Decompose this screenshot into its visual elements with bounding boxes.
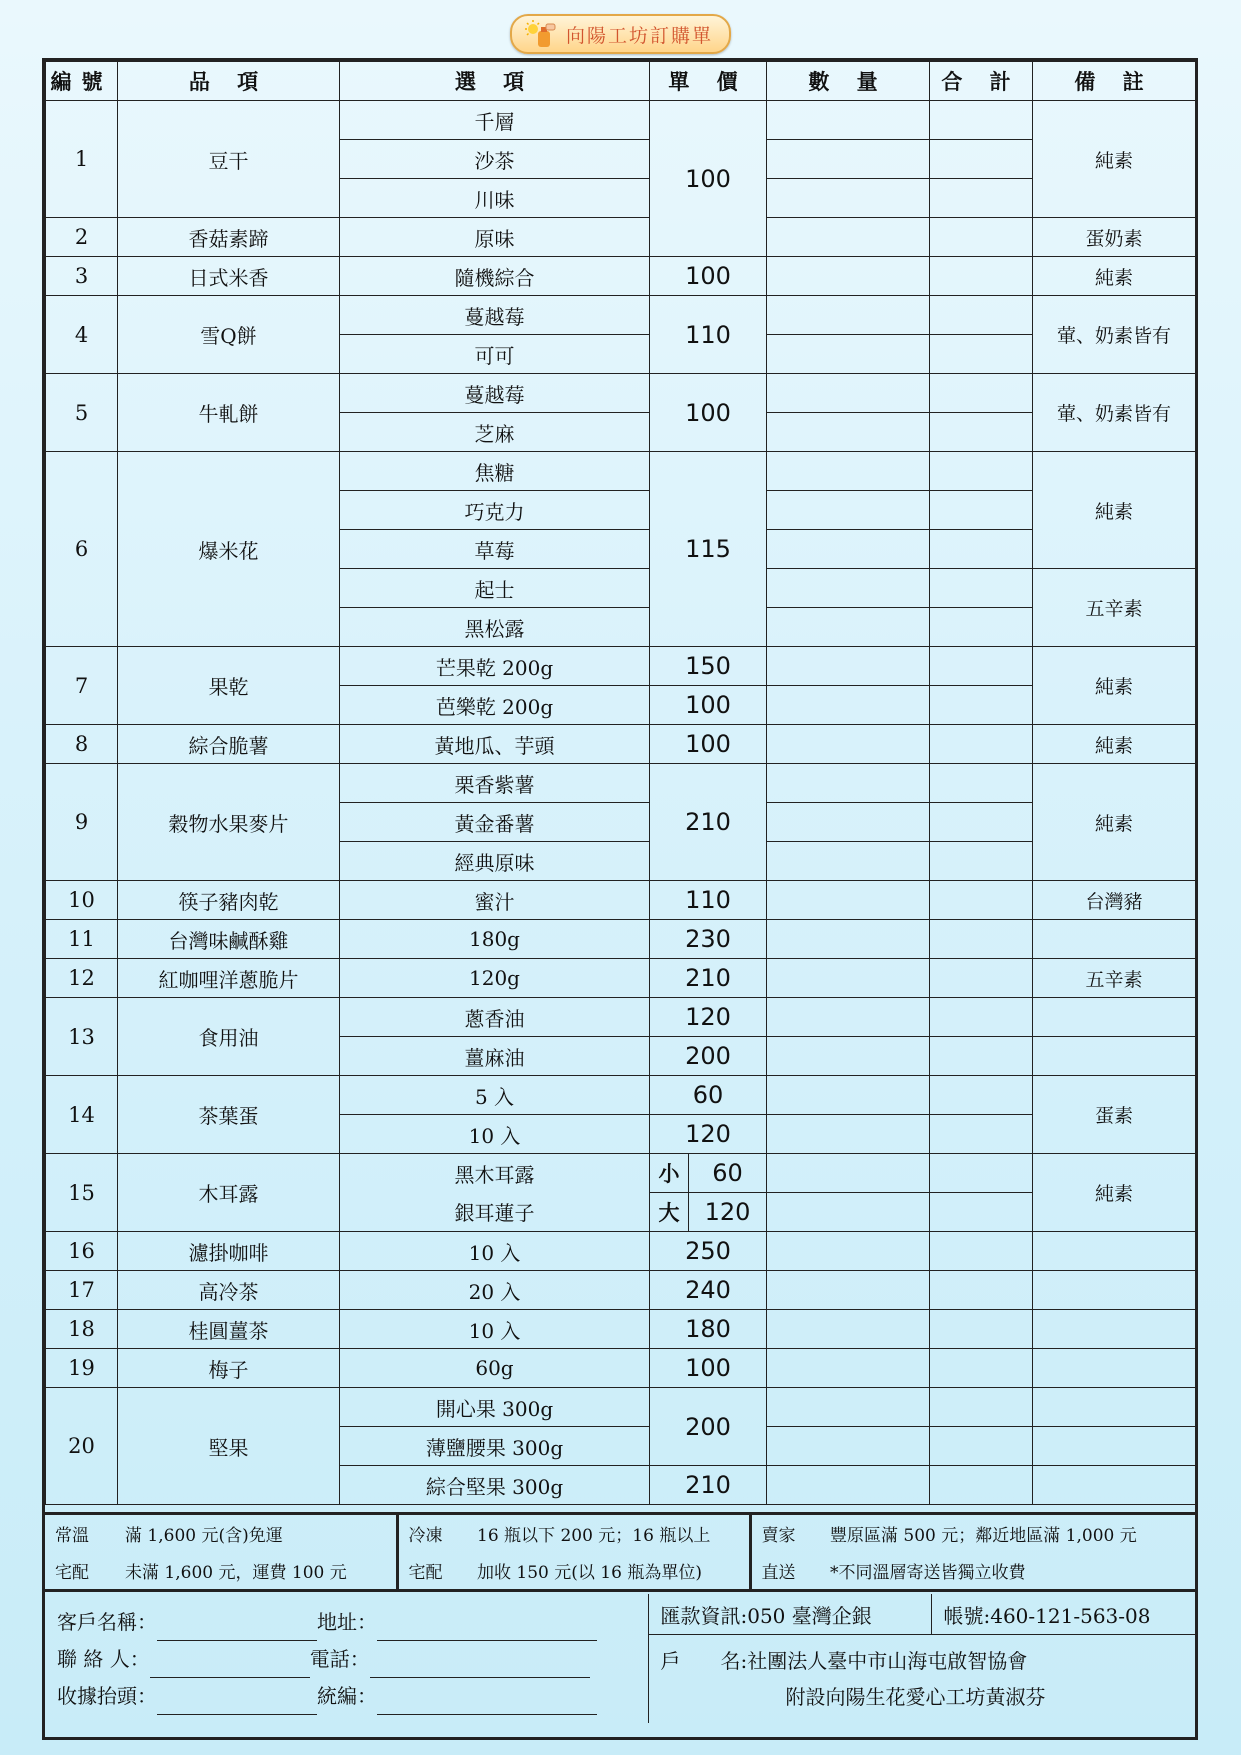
item-option: 隨機綜合 xyxy=(340,257,650,296)
item-number: 10 xyxy=(46,881,118,920)
quantity-cell[interactable] xyxy=(767,686,930,725)
unit-price: 100 xyxy=(650,374,767,452)
shipping-info xyxy=(45,1512,1195,1592)
table-row xyxy=(46,1076,1196,1115)
item-number: 11 xyxy=(46,920,118,959)
total-cell[interactable] xyxy=(930,530,1033,569)
item-name: 桂圓薑茶 xyxy=(118,1310,340,1349)
total-cell[interactable] xyxy=(930,842,1033,881)
total-cell[interactable] xyxy=(930,1232,1033,1271)
item-option: 黑木耳露 xyxy=(340,1154,650,1193)
quantity-cell[interactable] xyxy=(767,959,930,998)
unit-price: 200 xyxy=(650,1388,767,1466)
total-cell[interactable] xyxy=(930,725,1033,764)
item-number: 5 xyxy=(46,374,118,452)
contact-label: 聯 絡 人： xyxy=(57,1647,150,1671)
cold-rule: 16 瓶以下 200 元；16 瓶以上 xyxy=(467,1514,750,1553)
table-row xyxy=(46,257,1196,296)
quantity-cell[interactable] xyxy=(767,647,930,686)
note-cell: 葷、奶素皆有 xyxy=(1033,374,1196,452)
table-row xyxy=(46,1232,1196,1271)
customer-name-field[interactable] xyxy=(157,1620,317,1641)
note-cell: 純素 xyxy=(1033,452,1196,569)
item-name: 穀物水果麥片 xyxy=(118,764,340,881)
item-number: 13 xyxy=(46,998,118,1076)
direct-label: 賣家 xyxy=(761,1526,796,1546)
item-option: 原味 xyxy=(340,218,650,257)
quantity-cell[interactable] xyxy=(767,491,930,530)
total-cell[interactable] xyxy=(930,179,1033,218)
item-name: 果乾 xyxy=(118,647,340,725)
total-cell[interactable] xyxy=(930,959,1033,998)
total-cell[interactable] xyxy=(930,218,1033,257)
page-title: 向陽工坊訂購單 xyxy=(565,24,713,47)
item-name: 日式米香 xyxy=(118,257,340,296)
normal-label: 宅配 xyxy=(55,1563,89,1583)
item-number: 17 xyxy=(46,1271,118,1310)
item-option: 蔥香油 xyxy=(340,998,650,1037)
unit-price: 60 xyxy=(650,1076,767,1115)
table-row xyxy=(46,101,1196,140)
holder-label: 戶 名: xyxy=(660,1649,748,1673)
unit-price: 100 xyxy=(650,725,767,764)
note-cell xyxy=(1033,1466,1196,1505)
item-number: 9 xyxy=(46,764,118,881)
quantity-cell[interactable] xyxy=(767,179,930,218)
title-banner xyxy=(0,14,1241,54)
table-row xyxy=(46,218,1196,257)
item-option: 開心果 300g xyxy=(340,1388,650,1427)
tax-id-label: 統編： xyxy=(317,1684,377,1708)
header-quantity: 數 量 xyxy=(767,62,930,101)
item-name: 爆米花 xyxy=(118,452,340,647)
item-option: 180g xyxy=(340,920,650,959)
item-number: 1 xyxy=(46,101,118,218)
contact-field[interactable] xyxy=(150,1657,310,1678)
unit-price: 250 xyxy=(650,1232,767,1271)
quantity-cell[interactable] xyxy=(767,842,930,881)
note-cell xyxy=(1033,998,1196,1037)
size-small-label: 小 xyxy=(650,1154,689,1192)
note-cell xyxy=(1033,1310,1196,1349)
total-cell[interactable] xyxy=(930,998,1033,1037)
table-row xyxy=(46,1349,1196,1388)
item-number: 16 xyxy=(46,1232,118,1271)
item-option: 蔓越莓 xyxy=(340,374,650,413)
item-number: 15 xyxy=(46,1154,118,1232)
payment-info xyxy=(648,1594,1195,1723)
total-cell[interactable] xyxy=(930,1310,1033,1349)
unit-price: 100 xyxy=(650,1349,767,1388)
total-cell[interactable] xyxy=(930,647,1033,686)
note-cell xyxy=(1033,1349,1196,1388)
item-option: 芒果乾 200g xyxy=(340,647,650,686)
unit-price: 100 xyxy=(650,686,767,725)
quantity-cell[interactable] xyxy=(767,608,930,647)
item-number: 18 xyxy=(46,1310,118,1349)
normal-rule: 滿 1,600 元(含)免運 xyxy=(115,1514,397,1553)
item-option: 栗香紫薯 xyxy=(340,764,650,803)
receipt-title-field[interactable] xyxy=(157,1694,317,1715)
table-row xyxy=(46,725,1196,764)
note-cell: 純素 xyxy=(1033,647,1196,725)
item-name: 食用油 xyxy=(118,998,340,1076)
customer-name-label: 客戶名稱： xyxy=(57,1610,157,1634)
unit-price: 180 xyxy=(650,1310,767,1349)
unit-price: 210 xyxy=(650,959,767,998)
quantity-cell[interactable] xyxy=(767,257,930,296)
quantity-cell[interactable] xyxy=(767,1037,930,1076)
item-option: 焦糖 xyxy=(340,452,650,491)
item-option: 巧克力 xyxy=(340,491,650,530)
total-cell[interactable] xyxy=(930,1271,1033,1310)
item-option: 芭樂乾 200g xyxy=(340,686,650,725)
shipping-row xyxy=(45,1514,1195,1553)
note-cell xyxy=(1033,1388,1196,1427)
note-cell xyxy=(1033,1427,1196,1466)
quantity-cell[interactable] xyxy=(767,1466,930,1505)
item-number: 20 xyxy=(46,1388,118,1505)
item-option: 10 入 xyxy=(340,1310,650,1349)
note-cell: 純素 xyxy=(1033,764,1196,881)
total-cell[interactable] xyxy=(930,1466,1033,1505)
item-option: 經典原味 xyxy=(340,842,650,881)
quantity-cell[interactable] xyxy=(767,1310,930,1349)
header-item: 品 項 xyxy=(118,62,340,101)
unit-price: 110 xyxy=(650,881,767,920)
total-cell[interactable] xyxy=(930,1115,1033,1154)
sun-bottle-logo-icon xyxy=(524,19,558,49)
quantity-cell[interactable] xyxy=(767,1076,930,1115)
quantity-cell[interactable] xyxy=(767,725,930,764)
quantity-cell[interactable] xyxy=(767,1232,930,1271)
quantity-cell[interactable] xyxy=(767,1349,930,1388)
normal-label: 常溫 xyxy=(55,1526,89,1546)
header-option: 選 項 xyxy=(340,62,650,101)
table-row xyxy=(46,452,1196,491)
total-cell[interactable] xyxy=(930,491,1033,530)
quantity-cell[interactable] xyxy=(767,140,930,179)
quantity-cell[interactable] xyxy=(767,1271,930,1310)
table-row xyxy=(46,764,1196,803)
quantity-cell[interactable] xyxy=(767,101,930,140)
total-cell[interactable] xyxy=(930,569,1033,608)
note-cell xyxy=(1033,1037,1196,1076)
item-option: 蜜汁 xyxy=(340,881,650,920)
title-pill xyxy=(510,14,731,54)
table-row xyxy=(46,959,1196,998)
unit-price-small xyxy=(650,1154,767,1193)
holder-name-2: 附設向陽生花愛心工坊黃淑芬 xyxy=(785,1685,1046,1709)
quantity-cell[interactable] xyxy=(767,1154,930,1193)
quantity-cell[interactable] xyxy=(767,1193,930,1232)
total-cell[interactable] xyxy=(930,1076,1033,1115)
total-cell[interactable] xyxy=(930,686,1033,725)
item-name: 濾掛咖啡 xyxy=(118,1232,340,1271)
table-header-row xyxy=(46,62,1196,101)
item-name: 木耳露 xyxy=(118,1154,340,1232)
item-name: 紅咖哩洋蔥脆片 xyxy=(118,959,340,998)
price-small: 60 xyxy=(712,1159,743,1187)
receipt-title-label: 收據抬頭： xyxy=(57,1684,157,1708)
item-option: 蔓越莓 xyxy=(340,296,650,335)
item-number: 12 xyxy=(46,959,118,998)
table-row xyxy=(46,1154,1196,1193)
item-name: 綜合脆薯 xyxy=(118,725,340,764)
item-option: 可可 xyxy=(340,335,650,374)
header-unit-price: 單 價 xyxy=(650,62,767,101)
item-number: 19 xyxy=(46,1349,118,1388)
total-cell[interactable] xyxy=(930,296,1033,335)
item-option: 銀耳蓮子 xyxy=(340,1193,650,1232)
note-cell: 純素 xyxy=(1033,101,1196,218)
quantity-cell[interactable] xyxy=(767,764,930,803)
cold-label: 冷凍 xyxy=(408,1526,443,1546)
item-name: 台灣味鹹酥雞 xyxy=(118,920,340,959)
address-field[interactable] xyxy=(377,1620,597,1641)
table-row xyxy=(46,920,1196,959)
total-cell[interactable] xyxy=(930,1349,1033,1388)
phone-field[interactable] xyxy=(370,1657,590,1678)
quantity-cell[interactable] xyxy=(767,998,930,1037)
table-row xyxy=(46,1310,1196,1349)
unit-price: 240 xyxy=(650,1271,767,1310)
total-cell[interactable] xyxy=(930,374,1033,413)
total-cell[interactable] xyxy=(930,920,1033,959)
header-total: 合 計 xyxy=(930,62,1033,101)
table-row xyxy=(46,998,1196,1037)
table-row xyxy=(46,881,1196,920)
item-name: 雪Q餅 xyxy=(118,296,340,374)
quantity-cell[interactable] xyxy=(767,569,930,608)
item-number: 2 xyxy=(46,218,118,257)
table-row xyxy=(46,1271,1196,1310)
note-cell xyxy=(1033,1271,1196,1310)
total-cell[interactable] xyxy=(930,1154,1033,1193)
unit-price: 120 xyxy=(650,1115,767,1154)
item-option: 5 入 xyxy=(340,1076,650,1115)
total-cell[interactable] xyxy=(930,101,1033,140)
item-name: 豆干 xyxy=(118,101,340,218)
item-name: 梅子 xyxy=(118,1349,340,1388)
total-cell[interactable] xyxy=(930,140,1033,179)
total-cell[interactable] xyxy=(930,335,1033,374)
quantity-cell[interactable] xyxy=(767,452,930,491)
item-option: 草莓 xyxy=(340,530,650,569)
unit-price: 200 xyxy=(650,1037,767,1076)
item-name: 筷子豬肉乾 xyxy=(118,881,340,920)
unit-price: 100 xyxy=(650,101,767,257)
unit-price: 210 xyxy=(650,1466,767,1505)
direct-rule: *不同溫層寄送皆獨立收費 xyxy=(830,1563,1026,1583)
holder-name-1: 社團法人臺中市山海屯啟智協會 xyxy=(747,1649,1028,1673)
table-row xyxy=(46,647,1196,686)
item-option: 芝麻 xyxy=(340,413,650,452)
item-option: 起士 xyxy=(340,569,650,608)
unit-price: 120 xyxy=(650,998,767,1037)
table-row xyxy=(46,374,1196,413)
phone-label: 電話： xyxy=(309,1647,370,1671)
shipping-row xyxy=(45,1552,1195,1591)
total-cell[interactable] xyxy=(930,452,1033,491)
normal-rule: 未滿 1,600 元，運費 100 元 xyxy=(115,1552,397,1591)
item-number: 3 xyxy=(46,257,118,296)
unit-price: 115 xyxy=(650,452,767,647)
item-option: 綜合堅果 300g xyxy=(340,1466,650,1505)
unit-price: 150 xyxy=(650,647,767,686)
item-option: 黑松露 xyxy=(340,608,650,647)
total-cell[interactable] xyxy=(930,608,1033,647)
quantity-cell[interactable] xyxy=(767,296,930,335)
item-option: 黃地瓜、芋頭 xyxy=(340,725,650,764)
total-cell[interactable] xyxy=(930,1427,1033,1466)
item-option: 川味 xyxy=(340,179,650,218)
table-row xyxy=(46,296,1196,335)
quantity-cell[interactable] xyxy=(767,881,930,920)
quantity-cell[interactable] xyxy=(767,803,930,842)
cold-label: 宅配 xyxy=(408,1563,443,1583)
customer-payment-section xyxy=(45,1594,1195,1723)
quantity-cell[interactable] xyxy=(767,530,930,569)
total-cell[interactable] xyxy=(930,764,1033,803)
note-cell: 純素 xyxy=(1033,1154,1196,1232)
total-cell[interactable] xyxy=(930,803,1033,842)
item-option: 120g xyxy=(340,959,650,998)
total-cell[interactable] xyxy=(930,881,1033,920)
item-name: 堅果 xyxy=(118,1388,340,1505)
address-label: 地址： xyxy=(317,1610,377,1634)
tax-id-field[interactable] xyxy=(377,1694,597,1715)
note-cell: 五辛素 xyxy=(1033,959,1196,998)
item-option: 薑麻油 xyxy=(340,1037,650,1076)
item-name: 茶葉蛋 xyxy=(118,1076,340,1154)
quantity-cell[interactable] xyxy=(767,1388,930,1427)
item-number: 14 xyxy=(46,1076,118,1154)
note-cell: 蛋素 xyxy=(1033,1076,1196,1154)
note-cell: 純素 xyxy=(1033,257,1196,296)
direct-label: 直送 xyxy=(761,1563,796,1583)
item-name: 牛軋餅 xyxy=(118,374,340,452)
item-number: 7 xyxy=(46,647,118,725)
total-cell[interactable] xyxy=(930,1037,1033,1076)
item-option: 10 入 xyxy=(340,1232,650,1271)
unit-price: 230 xyxy=(650,920,767,959)
quantity-cell[interactable] xyxy=(767,1115,930,1154)
quantity-cell[interactable] xyxy=(767,335,930,374)
total-cell[interactable] xyxy=(930,1193,1033,1232)
note-cell: 蛋奶素 xyxy=(1033,218,1196,257)
account-number: 帳號:460-121-563-08 xyxy=(943,1603,1151,1628)
total-cell[interactable] xyxy=(930,1388,1033,1427)
direct-rule: 豐原區滿 500 元；鄰近地區滿 1,000 元 xyxy=(830,1526,1137,1546)
table-row xyxy=(46,1388,1196,1427)
item-number: 4 xyxy=(46,296,118,374)
quantity-cell[interactable] xyxy=(767,920,930,959)
note-cell: 純素 xyxy=(1033,725,1196,764)
quantity-cell[interactable] xyxy=(767,413,930,452)
item-option: 10 入 xyxy=(340,1115,650,1154)
header-number: 編號 xyxy=(46,62,118,101)
customer-info xyxy=(45,1594,648,1723)
item-option: 60g xyxy=(340,1349,650,1388)
note-cell: 五辛素 xyxy=(1033,569,1196,647)
total-cell[interactable] xyxy=(930,413,1033,452)
note-cell xyxy=(1033,1232,1196,1271)
size-large-label: 大 xyxy=(650,1193,689,1231)
item-name: 香菇素蹄 xyxy=(118,218,340,257)
item-option: 千層 xyxy=(340,101,650,140)
item-option: 沙茶 xyxy=(340,140,650,179)
note-cell: 葷、奶素皆有 xyxy=(1033,296,1196,374)
unit-price: 210 xyxy=(650,764,767,881)
header-note: 備 註 xyxy=(1033,62,1196,101)
unit-price: 100 xyxy=(650,257,767,296)
total-cell[interactable] xyxy=(930,257,1033,296)
item-option: 黃金番薯 xyxy=(340,803,650,842)
quantity-cell[interactable] xyxy=(767,1427,930,1466)
item-number: 6 xyxy=(46,452,118,647)
unit-price: 110 xyxy=(650,296,767,374)
item-name: 高冷茶 xyxy=(118,1271,340,1310)
cold-rule: 加收 150 元(以 16 瓶為單位) xyxy=(467,1552,750,1591)
note-cell: 台灣豬 xyxy=(1033,881,1196,920)
item-option: 20 入 xyxy=(340,1271,650,1310)
quantity-cell[interactable] xyxy=(767,374,930,413)
unit-price-large xyxy=(650,1193,767,1232)
price-large: 120 xyxy=(704,1198,751,1226)
quantity-cell[interactable] xyxy=(767,218,930,257)
item-option: 薄鹽腰果 300g xyxy=(340,1427,650,1466)
bank-info: 匯款資訊:050 臺灣企銀 xyxy=(649,1594,932,1634)
item-number: 8 xyxy=(46,725,118,764)
note-cell xyxy=(1033,920,1196,959)
order-table xyxy=(45,61,1196,1505)
